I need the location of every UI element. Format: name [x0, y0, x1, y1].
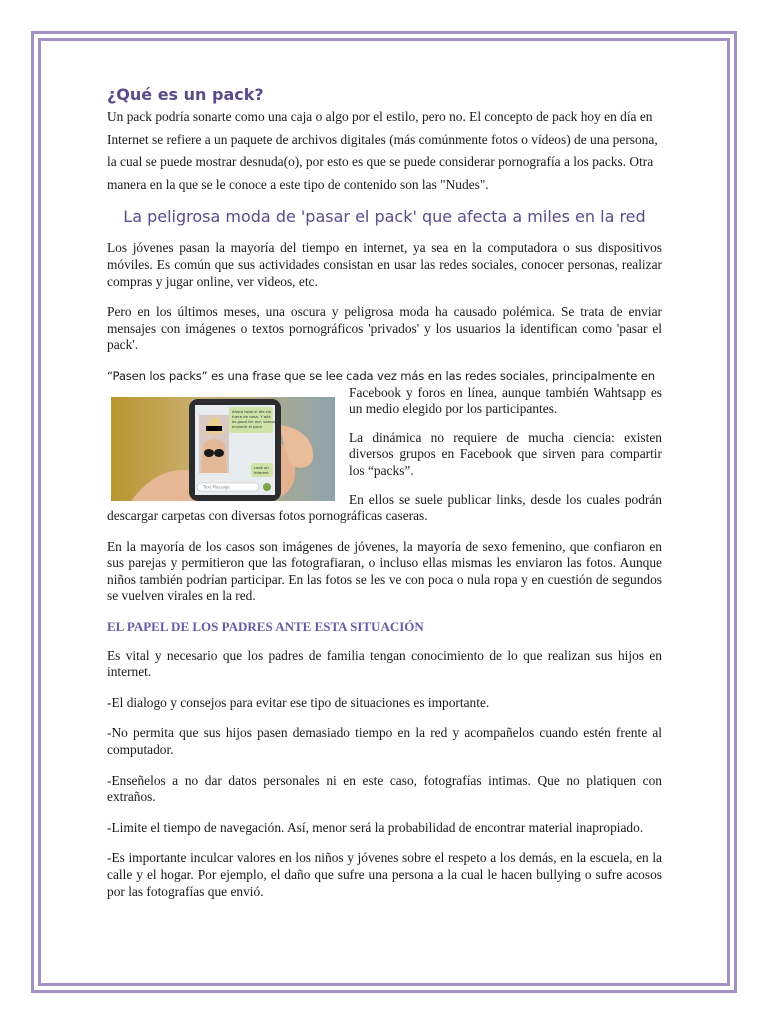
section-paragraph-2: -El dialogo y consejos para evitar ese tipo de situaciones es importante. — [107, 694, 490, 710]
section-paragraph-4: -Enseñelos a no dar datos personales ni en este caso, fotografías intimas. Que no platiquen con extraños. — [107, 772, 662, 805]
censor-bar — [206, 426, 222, 431]
right-paragraph-3: En ellos se suele publicar links, desde los cuales podrán descargar carpetas con diversas fotos pornográficas caseras. — [107, 491, 662, 524]
chat-line-2: fuera de casa. Y allá — [232, 413, 271, 419]
smartphone — [189, 399, 281, 501]
heading-what-is-pack: ¿Qué es un pack? — [107, 85, 264, 104]
paragraph-2: Pero en los últimos meses, una oscura y peligrosa moda ha causado polémica. Se trata de enviar mensajes con imágenes o textos pornográficos 'privados' y los usuarios la identifican como 'pasar el pack'. — [107, 304, 662, 353]
document-body — [107, 84, 662, 900]
section-title: EL PAPEL DE LOS PADRES ANTE ESTA SITUACIÓN — [107, 619, 424, 635]
right-paragraph-2: La dinámica no requiere de mucha ciencia: existen diversos grupos en Facebook que sirven para compartir los “packs”. — [349, 429, 662, 478]
image-text-block — [107, 368, 662, 525]
phone-photo — [111, 397, 335, 501]
section-paragraph-1: Es vital y necesario que los padres de familia tengan conocimiento de lo que realizan sus hijos en internet. — [107, 647, 662, 680]
message-input-placeholder: Text Message — [203, 484, 230, 490]
quote-line: “Pasen los packs” es una frase que se lee cada vez más en las redes sociales, principalmente en — [107, 368, 656, 383]
paragraph-1: Los jóvenes pasan la mayoría del tiempo en internet, ya sea en la computadora o sus dispositivos móviles. Es común que sus actividades consistan en usar las redes sociales, conocer personas, realizar compras y jugar online, ver videos, etc. — [107, 240, 662, 289]
chat-line-1: Ahora todo el día sin — [232, 408, 272, 414]
reply-line-1: Look on — [254, 464, 269, 470]
section-paragraph-5: -Limite el tiempo de navegación. Así, menor será la probabilidad de encontrar material inapropiado. — [107, 819, 644, 835]
reply-line-2: Interest — [254, 469, 269, 475]
article-title: La peligrosa moda de 'pasar el pack' que afecta a miles en la red — [123, 207, 646, 227]
section-paragraph-6: -Es importante inculcar valores en los niños y jóvenes sobre el respeto a los demás, en la escuela, en la calle y el hogar. Por ejemplo, el daño que sufre una persona a la cual le hacen bullying o sufre acosos por las fotografías que envió. — [107, 850, 662, 899]
send-icon — [263, 483, 271, 491]
intro-paragraph: Un pack podría sonarte como una caja o algo por el estilo, pero no. El concepto de pack hoy en día en Internet se refiere a un paquete de archivos digitales (más comúnmente fotos o vídeos) de una persona, la cual se puede mostrar desnuda(o), por esto es que se puede considerar pornografía a los packs. Otra manera en la que se le conoce a este tipo de contenido son las "Nudes". — [107, 109, 658, 192]
right-paragraph-1: Facebook y foros en línea, aunque también Wahtsapp es un medio elegido por los participantes. — [349, 384, 662, 417]
paragraph-3: En la mayoría de los casos son imágenes de jóvenes, la mayoría de sexo femenino, que confiaron en sus parejas y permitieron que las fotografiaran, o incluso ellas mismas les enviaron las fotos. Aunque niños también podrían participar. En las fotos se les ve con poca o nula ropa y en cuestión de segundos se vuelven virales en la red. — [107, 538, 662, 604]
section-paragraph-3: -No permita que sus hijos pasen demasiado tiempo en la red y acompañelos cuando estén frente al computador. — [107, 725, 662, 758]
chat-line-4: enviarle el pack — [232, 423, 263, 429]
chat-line-3: es good for me, vamos a — [232, 418, 280, 424]
